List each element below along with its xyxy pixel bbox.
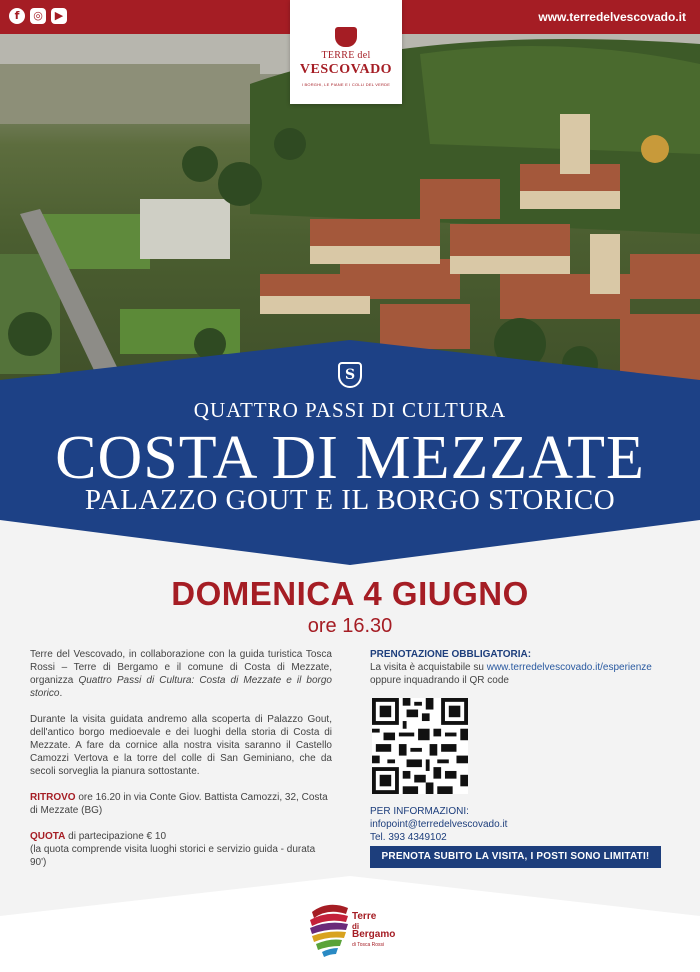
- info-email[interactable]: infopoint@terredelvescovado.it: [370, 819, 508, 830]
- booking-column: [370, 648, 670, 687]
- event-title: COSTA DI MEZZATE: [55, 424, 645, 492]
- intro-italic: Quattro Passi di Cultura: Costa di Mezzate e il borgo storico: [30, 675, 332, 699]
- tdb-line2: di: [352, 922, 360, 931]
- ritrovo-label: RITROVO: [30, 792, 76, 803]
- website-link[interactable]: www.terredelvescovado.it: [538, 10, 686, 24]
- quota-label: QUOTA: [30, 831, 66, 842]
- footer-shape: [0, 876, 700, 972]
- event-kicker: QUATTRO PASSI DI CULTURA: [193, 398, 507, 422]
- youtube-icon[interactable]: ▶: [51, 8, 67, 24]
- logo-line2: VESCOVADO: [299, 62, 393, 77]
- meeting-point: [30, 791, 332, 817]
- footer: [0, 876, 700, 972]
- price-info: [30, 830, 332, 869]
- tdb-line3: Bergamo: [352, 929, 396, 940]
- intro-paragraph: [30, 648, 332, 700]
- logo-line1: TERRE del: [321, 50, 371, 61]
- booking-line1: [370, 661, 670, 674]
- shield-icon: S: [338, 362, 362, 388]
- instagram-icon[interactable]: ◎: [30, 8, 46, 24]
- intro-text: Terre del Vescovado, in collaborazione con la guida turistica Tosca Rossi – Terre di Bergamo e il comune di Costa di Mezzate, organizza: [30, 649, 332, 686]
- visit-paragraph: Durante la visita guidata andremo alla scoperta di Palazzo Gout, dell'antico borgo medioevale e dei luoghi della storia di Costa di Mezzate. A fare da cornice alla nostra visita saranno il Castello Camozzi Vertova e la torre del colle di San Geminiano, che da secoli sorveglia la pianura sottostante.: [30, 714, 332, 777]
- quota-note: (la quota comprende visita luoghi storici e servizio guida - durata 90'): [30, 844, 316, 868]
- event-date: DOMENICA 4 GIUGNO: [171, 575, 529, 612]
- description-column: [30, 648, 332, 869]
- booking-link[interactable]: www.terredelvescovado.it/esperienze: [486, 662, 652, 673]
- info-title: PER INFORMAZIONI:: [370, 806, 469, 817]
- event-time: ore 16.30: [307, 615, 393, 637]
- booking-line1-text: La visita è acquistabile su: [370, 662, 487, 673]
- shield-icon: [335, 27, 357, 47]
- tdb-line4: di Tosca Rossi: [352, 942, 385, 948]
- booking-line2: oppure inquadrando il QR code: [370, 675, 509, 686]
- quota-text: di partecipazione € 10: [65, 831, 166, 842]
- book-now-button[interactable]: PRENOTA SUBITO LA VISITA, I POSTI SONO LIMITATI!: [370, 846, 661, 868]
- info-phone[interactable]: Tel. 393 4349102: [370, 832, 447, 843]
- facebook-icon[interactable]: f: [9, 8, 25, 24]
- intro-end: .: [59, 688, 63, 699]
- logo-tagline: I BORGHI, LE PIANE E I COLLI DEL VERDE: [301, 82, 391, 87]
- terre-di-bergamo-logo-mark: [308, 902, 350, 958]
- ritrovo-text: ore 16.20 in via Conte Giov. Battista Camozzi, 32, Costa di Mezzate (BG): [30, 792, 328, 816]
- social-icons: [9, 8, 67, 24]
- booking-title: PRENOTAZIONE OBBLIGATORIA:: [370, 649, 532, 660]
- qr-code[interactable]: [372, 698, 468, 794]
- tdb-line1: Terre: [352, 911, 377, 922]
- terre-del-vescovado-logo: [290, 0, 402, 104]
- event-subtitle: PALAZZO GOUT E IL BORGO STORICO: [84, 484, 616, 516]
